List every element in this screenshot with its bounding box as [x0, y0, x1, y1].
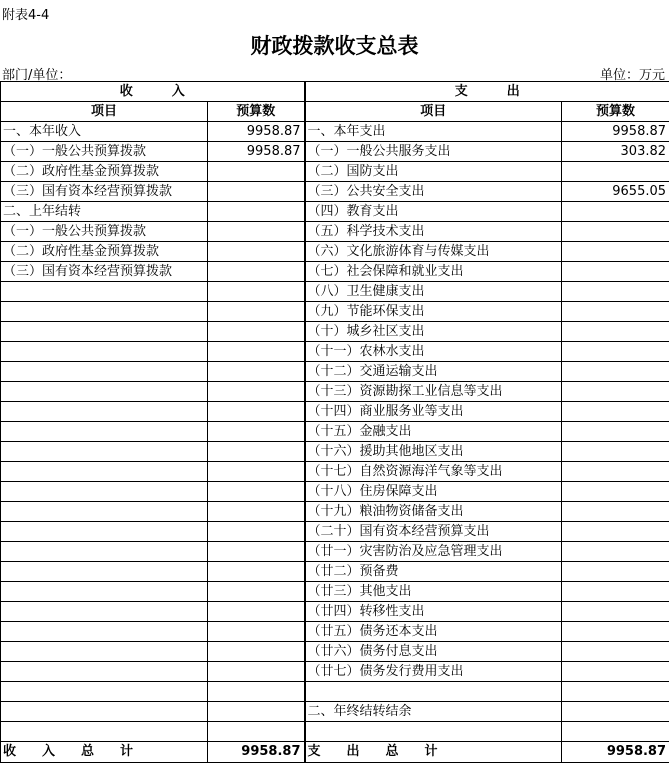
expense-budget-cell — [562, 202, 669, 222]
income-item-cell: 一、本年收入 — [1, 122, 208, 142]
expense-budget-cell — [562, 562, 669, 582]
expense-budget-cell — [562, 482, 669, 502]
income-item-cell — [1, 442, 208, 462]
table-row — [1, 682, 669, 702]
income-budget-cell — [208, 322, 305, 342]
income-item-cell — [1, 322, 208, 342]
table-row — [1, 522, 669, 542]
income-total-label: 收 入 总 计 — [1, 742, 208, 763]
income-budget-cell — [208, 642, 305, 662]
expense-item-cell: （一）一般公共服务支出 — [305, 142, 562, 162]
income-budget-cell — [208, 242, 305, 262]
income-budget-cell — [208, 662, 305, 682]
expense-item-cell: （廿四）转移性支出 — [305, 602, 562, 622]
income-item-cell: （二）政府性基金预算拨款 — [1, 162, 208, 182]
income-budget-cell — [208, 182, 305, 202]
expense-budget-cell — [562, 282, 669, 302]
expense-item-cell: （九）节能环保支出 — [305, 302, 562, 322]
income-item-cell: （三）国有资本经营预算拨款 — [1, 182, 208, 202]
table-row — [1, 142, 669, 162]
income-budget-cell: 9958.87 — [208, 142, 305, 162]
expense-item-cell: （廿一）灾害防治及应急管理支出 — [305, 542, 562, 562]
expense-item-cell: （五）科学技术支出 — [305, 222, 562, 242]
expense-item-cell: （二）国防支出 — [305, 162, 562, 182]
page-title: 财政拨款收支总表 — [250, 33, 419, 58]
expense-item-cell: （廿二）预备费 — [305, 562, 562, 582]
income-item-cell — [1, 282, 208, 302]
income-budget-header: 预算数 — [208, 102, 305, 122]
expense-budget-cell: 9958.87 — [562, 122, 669, 142]
table-row — [1, 382, 669, 402]
income-item-cell — [1, 662, 208, 682]
expense-item-cell: （十三）资源勘探工业信息等支出 — [305, 382, 562, 402]
income-item-cell — [1, 342, 208, 362]
expense-item-cell: （十四）商业服务业等支出 — [305, 402, 562, 422]
expense-section-header: 支 出 — [305, 82, 669, 102]
income-item-header: 项目 — [1, 102, 208, 122]
income-item-cell: （一）一般公共预算拨款 — [1, 142, 208, 162]
expense-item-cell: （廿五）债务还本支出 — [305, 622, 562, 642]
income-item-cell — [1, 582, 208, 602]
expense-item-cell: （十一）农林水支出 — [305, 342, 562, 362]
income-item-cell — [1, 362, 208, 382]
income-budget-cell — [208, 562, 305, 582]
table-row — [1, 622, 669, 642]
table-row — [1, 702, 669, 722]
income-budget-cell — [208, 422, 305, 442]
totals-row — [1, 742, 669, 763]
expense-item-cell: （十七）自然资源海洋气象等支出 — [305, 462, 562, 482]
income-budget-cell — [208, 162, 305, 182]
income-budget-cell — [208, 202, 305, 222]
income-item-cell — [1, 542, 208, 562]
income-item-cell — [1, 702, 208, 722]
department-label: 部门/单位： — [2, 68, 72, 83]
income-item-cell — [1, 722, 208, 742]
income-budget-cell — [208, 582, 305, 602]
income-budget-cell — [208, 522, 305, 542]
expense-budget-cell — [562, 382, 669, 402]
table-row — [1, 482, 669, 502]
expense-budget-cell — [562, 262, 669, 282]
income-budget-cell — [208, 602, 305, 622]
income-item-cell — [1, 682, 208, 702]
income-budget-cell — [208, 402, 305, 422]
income-budget-cell — [208, 542, 305, 562]
expense-item-header: 项目 — [305, 102, 562, 122]
expense-item-cell: （十九）粮油物资储备支出 — [305, 502, 562, 522]
expense-item-cell: （六）文化旅游体育与传媒支出 — [305, 242, 562, 262]
table-row — [1, 122, 669, 142]
expense-budget-cell — [562, 542, 669, 562]
income-item-cell — [1, 522, 208, 542]
expense-item-cell: （七）社会保障和就业支出 — [305, 262, 562, 282]
table-row — [1, 362, 669, 382]
income-budget-cell — [208, 482, 305, 502]
table-row — [1, 202, 669, 222]
income-budget-cell — [208, 622, 305, 642]
expense-item-cell: （廿七）债务发行费用支出 — [305, 662, 562, 682]
table-row — [1, 722, 669, 742]
income-budget-cell — [208, 462, 305, 482]
expense-item-cell: （十）城乡社区支出 — [305, 322, 562, 342]
table-row — [1, 662, 669, 682]
table-row — [1, 302, 669, 322]
table-row — [1, 162, 669, 182]
expense-budget-cell: 9655.05 — [562, 182, 669, 202]
income-budget-cell — [208, 222, 305, 242]
income-item-cell — [1, 562, 208, 582]
expense-budget-cell — [562, 602, 669, 622]
income-item-cell — [1, 382, 208, 402]
expense-item-cell: （八）卫生健康支出 — [305, 282, 562, 302]
expense-item-cell: （十八）住房保障支出 — [305, 482, 562, 502]
expense-budget-cell — [562, 242, 669, 262]
expense-item-cell: 二、年终结转结余 — [305, 702, 562, 722]
income-item-cell: （一）一般公共预算拨款 — [1, 222, 208, 242]
table-row — [1, 462, 669, 482]
table-row — [1, 642, 669, 662]
table-row — [1, 222, 669, 242]
expense-item-cell: （十五）金融支出 — [305, 422, 562, 442]
expense-item-cell: （二十）国有资本经营预算支出 — [305, 522, 562, 542]
expense-budget-cell — [562, 162, 669, 182]
table-row — [1, 322, 669, 342]
column-header-row — [1, 102, 669, 122]
income-budget-cell — [208, 282, 305, 302]
expense-budget-cell — [562, 342, 669, 362]
expense-budget-cell: 303.82 — [562, 142, 669, 162]
table-row — [1, 602, 669, 622]
table-row — [1, 402, 669, 422]
expense-budget-cell — [562, 502, 669, 522]
income-budget-cell — [208, 682, 305, 702]
expense-budget-cell — [562, 302, 669, 322]
table-row — [1, 422, 669, 442]
income-item-cell — [1, 502, 208, 522]
table-row — [1, 342, 669, 362]
expense-item-cell: （三）公共安全支出 — [305, 182, 562, 202]
expense-item-cell — [305, 722, 562, 742]
income-item-cell — [1, 482, 208, 502]
income-budget-cell — [208, 342, 305, 362]
income-section-header: 收 入 — [1, 82, 305, 102]
expense-budget-cell — [562, 442, 669, 462]
income-item-cell — [1, 622, 208, 642]
expense-budget-cell — [562, 422, 669, 442]
expense-budget-cell — [562, 582, 669, 602]
table-note: 附表4-4 — [2, 8, 50, 23]
table-row — [1, 502, 669, 522]
table-row — [1, 562, 669, 582]
expense-item-cell: 一、本年支出 — [305, 122, 562, 142]
income-budget-cell: 9958.87 — [208, 122, 305, 142]
income-item-cell — [1, 642, 208, 662]
income-item-cell: 二、上年结转 — [1, 202, 208, 222]
income-item-cell — [1, 402, 208, 422]
income-item-cell — [1, 422, 208, 442]
expense-budget-cell — [562, 362, 669, 382]
income-item-cell — [1, 462, 208, 482]
expense-budget-cell — [562, 722, 669, 742]
table-row — [1, 242, 669, 262]
expense-item-cell: （廿三）其他支出 — [305, 582, 562, 602]
expense-budget-cell — [562, 462, 669, 482]
expense-budget-header: 预算数 — [562, 102, 669, 122]
expense-total-value: 9958.87 — [562, 742, 669, 763]
income-item-cell: （三）国有资本经营预算拨款 — [1, 262, 208, 282]
expense-budget-cell — [562, 222, 669, 242]
expense-budget-cell — [562, 642, 669, 662]
table-row — [1, 182, 669, 202]
income-budget-cell — [208, 722, 305, 742]
table-row — [1, 262, 669, 282]
table-row — [1, 282, 669, 302]
expense-budget-cell — [562, 522, 669, 542]
expense-budget-cell — [562, 402, 669, 422]
section-header-row — [1, 82, 669, 102]
income-budget-cell — [208, 302, 305, 322]
expense-item-cell — [305, 682, 562, 702]
income-budget-cell — [208, 382, 305, 402]
income-item-cell — [1, 602, 208, 622]
income-item-cell: （二）政府性基金预算拨款 — [1, 242, 208, 262]
income-budget-cell — [208, 702, 305, 722]
table-row — [1, 582, 669, 602]
income-budget-cell — [208, 502, 305, 522]
income-total-value: 9958.87 — [208, 742, 305, 763]
income-budget-cell — [208, 362, 305, 382]
income-budget-cell — [208, 442, 305, 462]
expense-item-cell: （十二）交通运输支出 — [305, 362, 562, 382]
expense-total-label: 支 出 总 计 — [305, 742, 562, 763]
expense-budget-cell — [562, 682, 669, 702]
budget-summary-table — [0, 81, 669, 763]
unit-label: 单位：万元 — [599, 68, 665, 83]
expense-budget-cell — [562, 702, 669, 722]
expense-item-cell: （四）教育支出 — [305, 202, 562, 222]
expense-item-cell: （十六）援助其他地区支出 — [305, 442, 562, 462]
expense-budget-cell — [562, 322, 669, 342]
expense-budget-cell — [562, 622, 669, 642]
expense-budget-cell — [562, 662, 669, 682]
income-budget-cell — [208, 262, 305, 282]
table-row — [1, 542, 669, 562]
expense-item-cell: （廿六）债务付息支出 — [305, 642, 562, 662]
table-row — [1, 442, 669, 462]
income-item-cell — [1, 302, 208, 322]
